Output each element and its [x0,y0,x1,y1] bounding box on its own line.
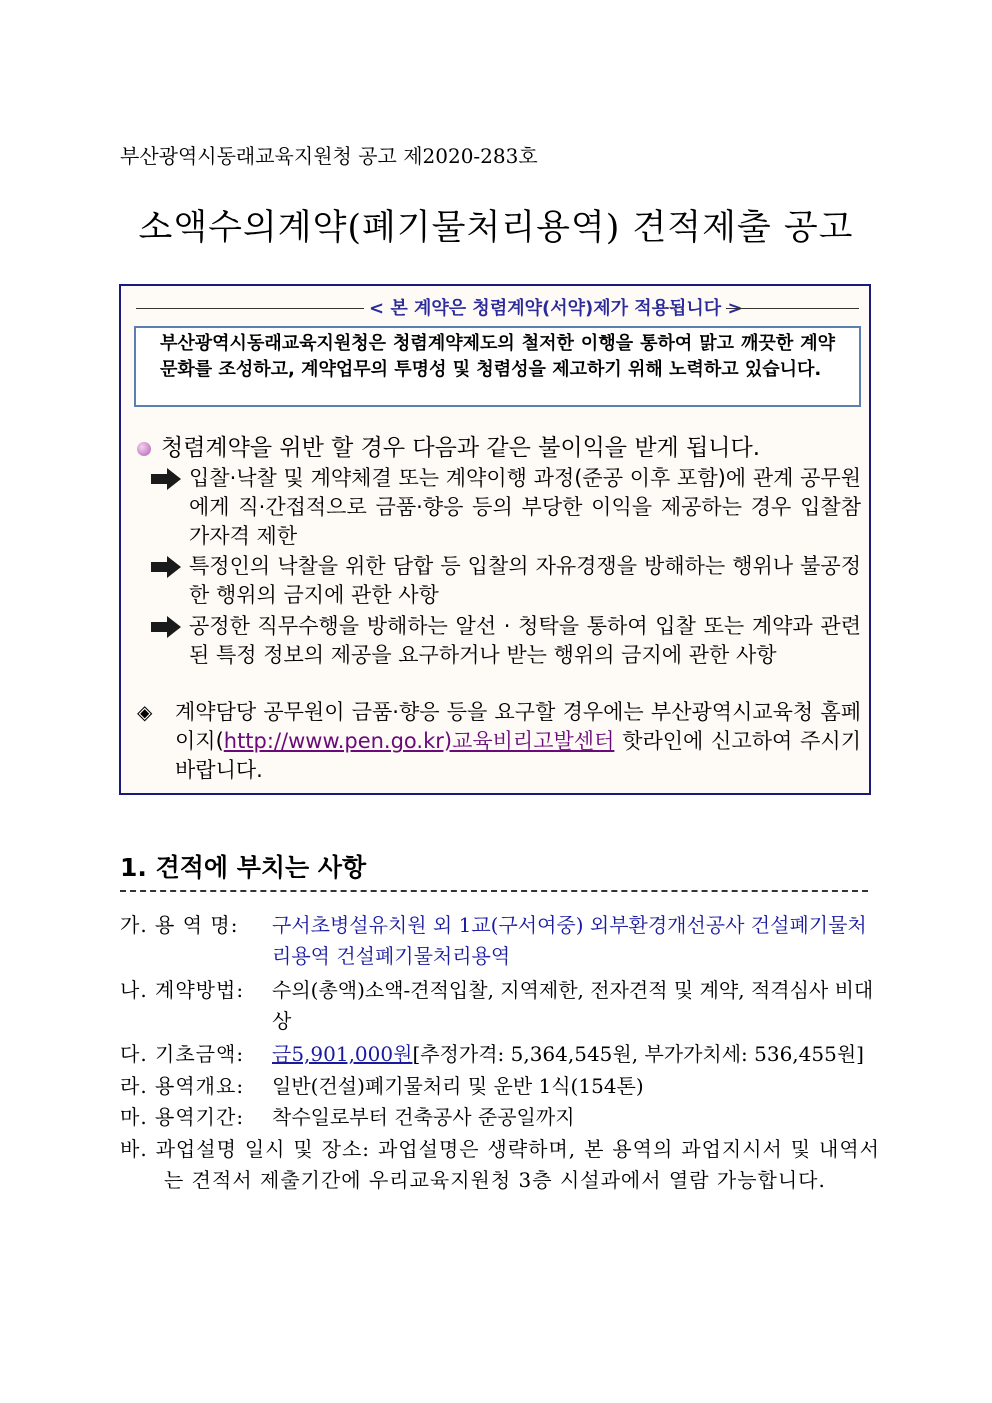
section-title: 1. 견적에 부치는 사항 [120,853,367,882]
spec-label: 나. 계약방법: [120,978,245,1002]
penalty-intro-text: 청렴계약을 위반 할 경우 다음과 같은 불이익을 받게 됩니다. [161,435,761,461]
penalty-item [151,612,861,670]
spec-value: 착수일로부터 건축공사 준공일까지 [272,1105,575,1129]
arrow-right-icon [151,556,181,578]
penalty-item-text: 특정인의 낙찰을 위한 담합 등 입찰의 자유경쟁을 방해하는 행위나 불공정한 행위의 금지에 관한 사항 [189,554,861,607]
spec-briefing-text [120,1134,880,1196]
estimate-breakdown: [추정가격: 5,364,545원, 부가가치세: 536,455원] [412,1042,864,1066]
diamond-icon: ◈ [137,700,153,724]
spec-row-overview [120,1071,880,1102]
penalty-item-text: 공정한 직무수행을 방해하는 알선 · 청탁을 통하여 입찰 또는 계약과 관련된 특정 정보의 제공을 요구하거나 받는 행위의 금지에 관한 사항 [189,614,861,667]
notice-number: 부산광역시동래교육지원청 공고 제2020-283호 [120,144,538,168]
spec-label: 다. 기초금액: [120,1042,245,1066]
spec-label: 마. 용역기간: [120,1105,245,1129]
heading-rule-left [136,308,364,309]
integrity-box-heading-row [121,294,869,322]
integrity-box-heading: < 본 계약은 청렴계약(서약)제가 적용됩니다 > [369,298,743,319]
spec-row-base-amount [120,1039,880,1070]
spec-value: 구서초병설유치원 외 1교(구서여중) 외부환경개선공사 건설폐기물처리용역 건설폐기물처리용역 [272,913,867,968]
spec-row-contract-method [120,975,880,1037]
spec-label: 라. 용역개요: [120,1074,245,1098]
spec-value [272,1039,880,1070]
arrow-right-icon [151,468,181,490]
spec-row-period [120,1102,880,1133]
report-notice [137,698,861,785]
spec-value: 수의(총액)소액-견적입찰, 지역제한, 전자견적 및 계약, 적격심사 비대상 [272,978,874,1033]
penalty-intro [137,429,760,462]
bullet-dot-icon [137,442,151,456]
penalty-item-text: 입찰·낙찰 및 계약체결 또는 계약이행 과정(준공 이후 포함)에 관계 공무원에게 직·간접적으로 금품·향응 등의 부당한 이익을 제공하는 경우 입찰참가자격 제한 [189,466,861,548]
report-suffix: 핫라인에 신고하여 주시기 바랍니다. [175,729,861,782]
integrity-contract-box [119,284,871,795]
spec-row-briefing [120,1134,880,1196]
spec-label: 가. 용 역 명: [120,913,239,937]
penalty-item [151,464,861,551]
penalty-item [151,552,861,610]
heading-rule-right [726,308,859,309]
page-title: 소액수의계약(폐기물처리용역) 견적제출 공고 [138,208,854,248]
spec-value: 일반(건설)폐기물처리 및 운반 1식(154톤) [272,1074,644,1098]
report-notice-text [175,698,861,785]
spec-value: 과업설명은 생략하며, 본 용역의 과업지시서 및 내역서는 견적서 제출기간에 우리교육지원청 3층 시설과에서 열람 가능합니다. [164,1137,880,1192]
spec-row-service-name [120,910,880,972]
dashed-divider [120,890,868,892]
arrow-right-icon [151,616,181,638]
spec-label: 바. 과업설명 일시 및 장소: [120,1137,371,1161]
integrity-statement: 부산광역시동래교육지원청은 청렴계약제도의 철저한 이행을 통하여 맑고 깨끗한 계약 문화를 조성하고, 계약업무의 투명성 및 청렴성을 제고하기 위해 노력하고 있습니다. [134,326,861,407]
report-prefix: 계약담당 공무원이 금품·향응 등을 요구할 경우에는 부산광역시교육청 홈페이지( [175,700,861,753]
report-center-link[interactable]: http://www.pen.go.kr)교육비리고발센터 [223,729,615,753]
base-amount: 금5,901,000원 [272,1042,413,1066]
